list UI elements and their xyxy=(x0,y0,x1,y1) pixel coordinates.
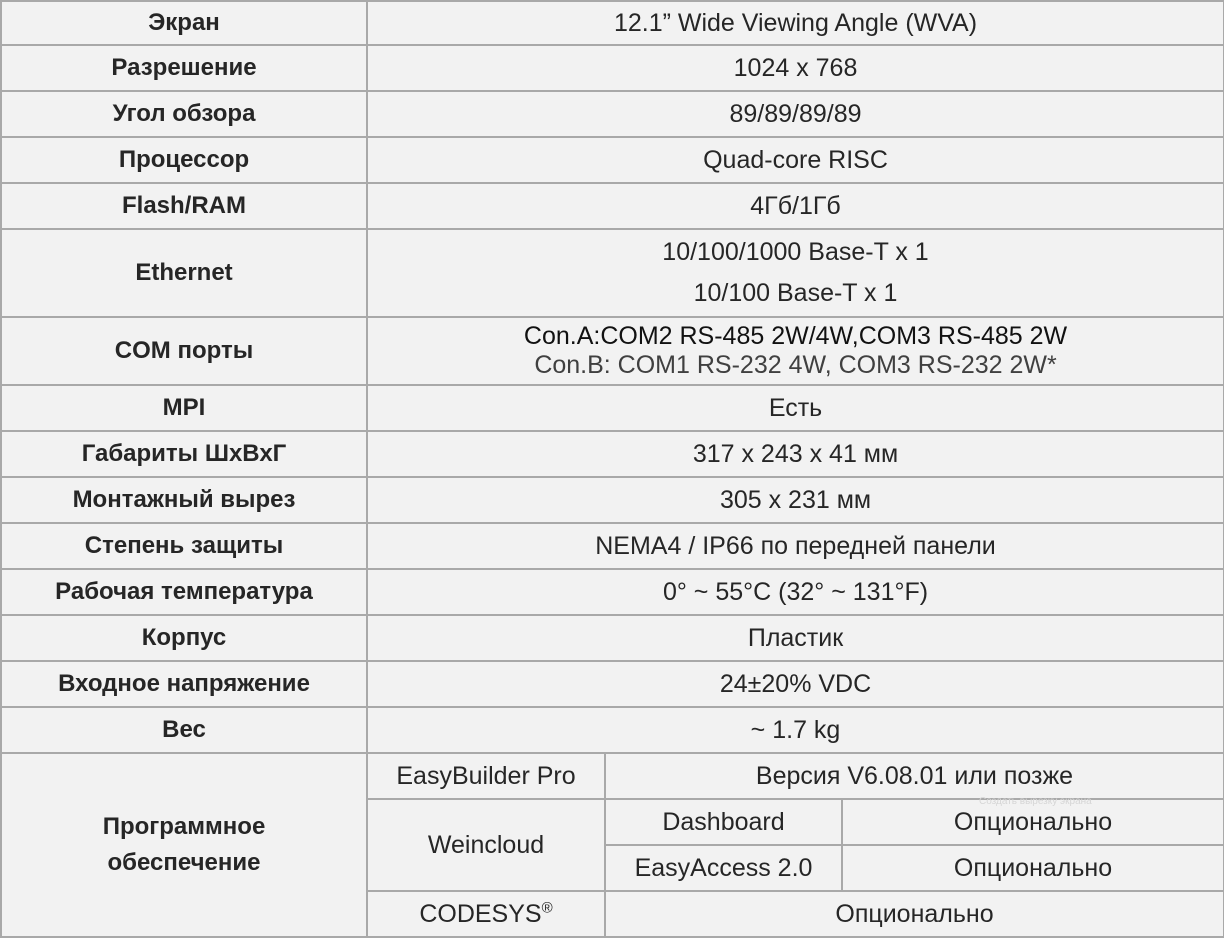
table-row xyxy=(1,661,1224,707)
codesys-value: Опционально xyxy=(605,891,1224,937)
spec-label: Входное напряжение xyxy=(1,661,367,707)
software-label-line-1: Программное xyxy=(102,813,266,841)
table-row xyxy=(1,431,1224,477)
software-label-line-2: обеспечение xyxy=(107,849,261,876)
table-row xyxy=(1,183,1224,229)
spec-label: Корпус xyxy=(1,615,367,661)
software-label xyxy=(1,753,367,937)
weincloud-name: Weincloud xyxy=(367,799,605,891)
spec-value: 89/89/89/89 xyxy=(367,91,1224,137)
dashboard-name: Dashboard xyxy=(605,799,842,845)
table-row xyxy=(1,91,1224,137)
spec-value: Есть xyxy=(367,385,1224,431)
easybuilder-name: EasyBuilder Pro xyxy=(367,753,605,799)
table-row xyxy=(1,137,1224,183)
spec-label: Степень защиты xyxy=(1,523,367,569)
table-row xyxy=(1,477,1224,523)
spec-label: Процессор xyxy=(1,137,367,183)
spec-value: Quad-core RISC xyxy=(367,137,1224,183)
spec-label: Вес xyxy=(1,707,367,753)
table-row xyxy=(1,523,1224,569)
spec-value-com xyxy=(367,317,1224,385)
spec-label: Экран xyxy=(1,1,367,45)
spec-label: Угол обзора xyxy=(1,91,367,137)
spec-label: COM порты xyxy=(1,317,367,385)
spec-label: Ethernet xyxy=(1,229,367,317)
table-row xyxy=(1,615,1224,661)
table-row xyxy=(1,1,1224,45)
spec-value: 4Гб/1Гб xyxy=(367,183,1224,229)
spec-value: 12.1” Wide Viewing Angle (WVA) xyxy=(367,1,1224,45)
spec-value: 1024 x 768 xyxy=(367,45,1224,91)
spec-label: Монтажный вырез xyxy=(1,477,367,523)
table-row xyxy=(1,385,1224,431)
table-row xyxy=(1,45,1224,91)
spec-label: Габариты ШхВхГ xyxy=(1,431,367,477)
table-row xyxy=(1,317,1224,385)
table-row xyxy=(1,569,1224,615)
dashboard-value: Опционально xyxy=(842,799,1224,845)
ethernet-line-1: 10/100/1000 Base-T x 1 xyxy=(662,238,929,267)
easyaccess-value: Опционально xyxy=(842,845,1224,891)
watermark-text: Создать вырезку экрана xyxy=(979,796,1092,807)
com-line-2: Con.B: COM1 RS-232 4W, COM3 RS-232 2W* xyxy=(534,351,1057,379)
spec-value: 24±20% VDC xyxy=(367,661,1224,707)
spec-value: 0° ~ 55°C (32° ~ 131°F) xyxy=(367,569,1224,615)
spec-value: 317 x 243 x 41 мм xyxy=(367,431,1224,477)
spec-value: Пластик xyxy=(367,615,1224,661)
registered-mark: ® xyxy=(541,899,553,917)
table-row xyxy=(1,707,1224,753)
spec-value: ~ 1.7 kg xyxy=(367,707,1224,753)
spec-label: MPI xyxy=(1,385,367,431)
codesys-label: CODESYS xyxy=(419,899,542,928)
easybuilder-value: Версия V6.08.01 или позже xyxy=(605,753,1224,799)
table-row xyxy=(1,229,1224,317)
spec-value: NEMA4 / IP66 по передней панели xyxy=(367,523,1224,569)
easyaccess-name: EasyAccess 2.0 xyxy=(605,845,842,891)
spec-label: Разрешение xyxy=(1,45,367,91)
table-row xyxy=(1,753,1224,799)
spec-label: Flash/RAM xyxy=(1,183,367,229)
spec-label: Рабочая температура xyxy=(1,569,367,615)
com-line-1: Con.A:COM2 RS-485 2W/4W,COM3 RS-485 2W xyxy=(523,322,1068,351)
spec-value: 305 x 231 мм xyxy=(367,477,1224,523)
spec-value-ethernet xyxy=(367,229,1224,317)
codesys-name xyxy=(367,891,605,937)
ethernet-line-2: 10/100 Base-T x 1 xyxy=(693,279,898,307)
